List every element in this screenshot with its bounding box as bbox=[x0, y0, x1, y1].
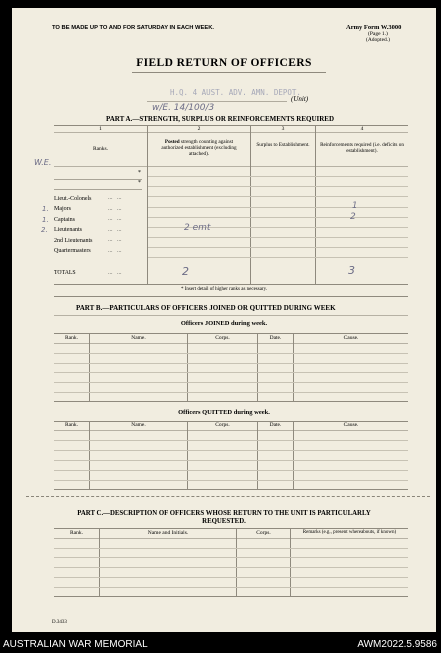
col-number-4: 4 bbox=[360, 126, 364, 132]
form-page: (Page 1.) bbox=[368, 31, 388, 37]
part-a-footnote: * Insert detail of higher ranks as necessary. bbox=[180, 287, 268, 292]
form-id: Army Form W.3000 bbox=[346, 24, 402, 31]
hw-margin-captains: 1. bbox=[42, 216, 49, 224]
part-a-heading: PART A.—STRENGTH, SURPLUS OR REINFORCEMENTS REQUIRED bbox=[106, 115, 335, 123]
hw-margin-we: W.E. bbox=[34, 158, 52, 167]
hw-lieutenants-posted: 2 emt bbox=[184, 223, 211, 233]
unit-label: (Unit) bbox=[291, 95, 309, 103]
part-c-col-rank: Rank. bbox=[70, 530, 83, 536]
quitted-col-corps: Corps. bbox=[215, 422, 230, 428]
joined-col-rank: Rank. bbox=[65, 335, 78, 341]
quitted-col-date: Date. bbox=[269, 422, 282, 428]
perforation-line bbox=[26, 496, 430, 497]
hw-margin-lieutenants: 2. bbox=[41, 226, 48, 234]
quitted-col-name: Name. bbox=[131, 422, 146, 428]
part-b-heading: PART B.—PARTICULARS OF OFFICERS JOINED OR QUITTED DURING WEEK bbox=[76, 304, 336, 312]
joined-col-cause: Cause. bbox=[343, 335, 359, 341]
rank-lieut-colonels: Lieut.-Colonels bbox=[54, 196, 92, 202]
quitted-col-cause: Cause. bbox=[343, 422, 359, 428]
part-c-col-remarks: Remarks (e.g., present whereabouts, if known) bbox=[302, 530, 397, 535]
form-adopted: (Adopted.) bbox=[366, 37, 390, 43]
top-note: TO BE MADE UP TO AND FOR SATURDAY IN EACH WEEK. bbox=[52, 25, 215, 31]
rank-captains: Captains bbox=[54, 217, 75, 223]
week-ending-handwriting: w/E. 14/100/3 bbox=[152, 103, 215, 113]
quitted-title: Officers QUITTED during week. bbox=[178, 409, 270, 416]
joined-col-corps: Corps. bbox=[215, 335, 230, 341]
col-surplus-header: Surplus to Establishment. bbox=[256, 142, 310, 148]
hw-majors-reinforcements: 1 bbox=[352, 201, 358, 211]
form-sheet: TO BE MADE UP TO AND FOR SATURDAY IN EACH WEEK. Army Form W.3000 (Page 1.) (Adopted.) FIELD RETURN OF OFFICERS H.Q. 4 AUST. ADV. AMN. DEPOT. (Unit) w/E. 14/100/3 PART A.—STRENGTH, SURPLUS OR REINFORCEMENTS REQUIRED 1 2 3 4 Ranks. Posted strength counting against authorized establishment (excluding attached). Surplus to Establishment. Reinforcements required (i.e. deficits on establishment). * * Lieut.-Colonels Majors Captains Lieutenants 2nd Lieutenants Quartermasters TOTALS ... ... ... ... ... ... ... ... ... ... ... ... ... ... W.E. 1. 1. 2. 2 emt 1 2 2 3 * Insert detail of higher ranks as necessary. PART B.—PARTICULARS OF OFFICERS JOINED OR QUITTED DURING WEEK Officers JOINED during week. Rank. Name. Corps. Date. Cause. Officers QUITTED during week. Rank. Name. Corps. Date. Cause. PART C.—DESCRIPTION OF OFFICERS WHOSE RETURN TO THE UNIT IS PARTICULARLY REQUESTED. Rank. Name and Initials. Corps. Remarks (e.g., present whereabouts, if known) D.3433 bbox=[12, 8, 436, 632]
rank-quartermasters: Quartermasters bbox=[54, 248, 91, 254]
footer-accession: AWM2022.5.9586 bbox=[357, 639, 437, 650]
asterisk-row-1: * bbox=[138, 170, 141, 176]
hw-margin-majors: 1. bbox=[42, 205, 49, 213]
part-c-heading: PART C.—DESCRIPTION OF OFFICERS WHOSE RETURN TO THE UNIT IS PARTICULARLY REQUESTED. bbox=[77, 510, 371, 525]
col-number-1: 1 bbox=[99, 126, 102, 132]
part-c-col-name: Name and Initials. bbox=[147, 530, 189, 536]
unit-stamp: H.Q. 4 AUST. ADV. AMN. DEPOT. bbox=[170, 88, 301, 97]
hw-captains-reinforcements: 2 bbox=[350, 212, 356, 222]
hw-total-reinforcements: 3 bbox=[348, 264, 355, 277]
form-title: FIELD RETURN OF OFFICERS bbox=[136, 57, 312, 69]
asterisk-row-2: * bbox=[138, 180, 141, 186]
totals-label: TOTALS bbox=[54, 270, 76, 276]
col-number-2: 2 bbox=[197, 126, 201, 132]
rank-2nd-lieutenants: 2nd Lieutenants bbox=[54, 238, 93, 244]
rank-lieutenants: Lieutenants bbox=[54, 227, 82, 233]
joined-col-date: Date. bbox=[269, 335, 282, 341]
footer-source: AUSTRALIAN WAR MEMORIAL bbox=[3, 639, 148, 650]
hw-total-posted: 2 bbox=[182, 265, 189, 278]
part-c-col-corps: Corps. bbox=[256, 530, 271, 536]
joined-title: Officers JOINED during week. bbox=[180, 320, 268, 327]
col-ranks-header: Ranks. bbox=[92, 146, 109, 152]
col-posted-header: Posted strength counting against authorized establishment (excluding attached). bbox=[161, 139, 237, 157]
col-number-3: 3 bbox=[281, 126, 285, 132]
joined-col-name: Name. bbox=[131, 335, 146, 341]
col-reinforcements-header: Reinforcements required (i.e. deficits on establishment). bbox=[320, 142, 404, 154]
quitted-col-rank: Rank. bbox=[65, 422, 78, 428]
form-code: D.3433 bbox=[52, 620, 67, 625]
title-underline bbox=[132, 72, 326, 73]
unit-line bbox=[147, 101, 287, 102]
rank-majors: Majors bbox=[54, 206, 71, 212]
